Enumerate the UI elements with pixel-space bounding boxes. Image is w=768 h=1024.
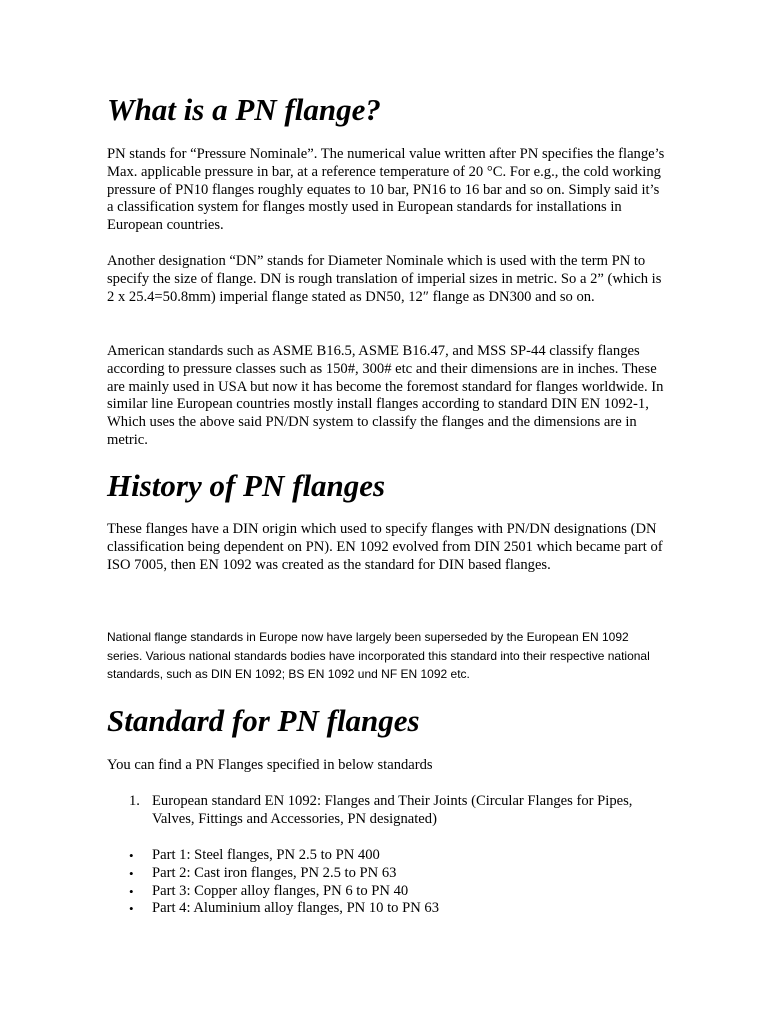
paragraph-standards-intro: You can find a PN Flanges specified in below standards [107,757,433,773]
list-item [107,900,667,918]
bullet-icon: • [129,865,134,881]
paragraph-national-standards: National flange standards in Europe now have largely been superseded by the European EN 1092 series. Various national standards bodies have incorporated this standard into their respective national standards, such as DIN EN 1092; BS EN 1092 und NF EN 1092 etc. [107,630,650,681]
list-item [107,793,667,829]
bullet-icon: • [129,848,134,863]
list-item [107,883,667,901]
section-heading-what-is-pn-flange: What is a PN flange? [107,92,381,127]
list-item-text: Part 2: Cast iron flanges, PN 2.5 to PN 63 [152,864,397,881]
list-number: 1. [129,793,140,809]
numbered-list [107,793,667,829]
paragraph-din-origin: These flanges have a DIN origin which used to specify flanges with PN/DN designations (DN classification being dependent on PN). EN 1092 evolved from DIN 2501 which became part of ISO 7005, then EN 1092 was created as the standard for DIN based flanges. [107,521,663,573]
bullet-icon: • [129,901,134,917]
paragraph-american-standards: American standards such as ASME B16.5, ASME B16.47, and MSS SP-44 classify flanges according to pressure classes such as 150#, 300# etc and their dimensions are in inches. These are mainly used in USA but now it has become the foremost standard for flanges worldwide. In similar line European countries mostly install flanges according to standard DIN EN 1092-1, Which uses the above said PN/DN system to classify the flanges and the dimensions are in metric. [107,343,664,448]
section-heading-history: History of PN flanges [107,468,386,503]
list-item-text: Part 1: Steel flanges, PN 2.5 to PN 400 [152,847,380,863]
list-item-text: Part 4: Aluminium alloy flanges, PN 10 to PN 63 [152,900,440,917]
bullet-list [107,847,667,918]
list-item [107,847,667,865]
list-item-text: European standard EN 1092: Flanges and Their Joints (Circular Flanges for Pipes, Valves, Fittings and Accessories, PN designated) [152,793,633,827]
paragraph-pn-definition: PN stands for “Pressure Nominale”. The numerical value written after PN specifies the flange’s Max. applicable pressure in bar, at a reference temperature of 20 °C. For e.g., the cold working pressure of PN10 flanges roughly equates to 10 bar, PN16 to 16 bar and so on. Simply said it’s a classification system for flanges mostly used in European standards for installations in European countries. [107,146,665,234]
paragraph-dn-definition: Another designation “DN” stands for Diameter Nominale which is used with the term PN to specify the size of flange. DN is rough translation of imperial sizes in metric. So a 2” (which is 2 x 25.4=50.8mm) imperial flange stated as DN50, 12″ flange as DN300 and so on. [107,253,662,305]
list-item [107,865,667,883]
bullet-icon: • [129,883,134,899]
section-heading-standard: Standard for PN flanges [107,703,420,738]
list-item-text: Part 3: Copper alloy flanges, PN 6 to PN 40 [152,882,409,899]
